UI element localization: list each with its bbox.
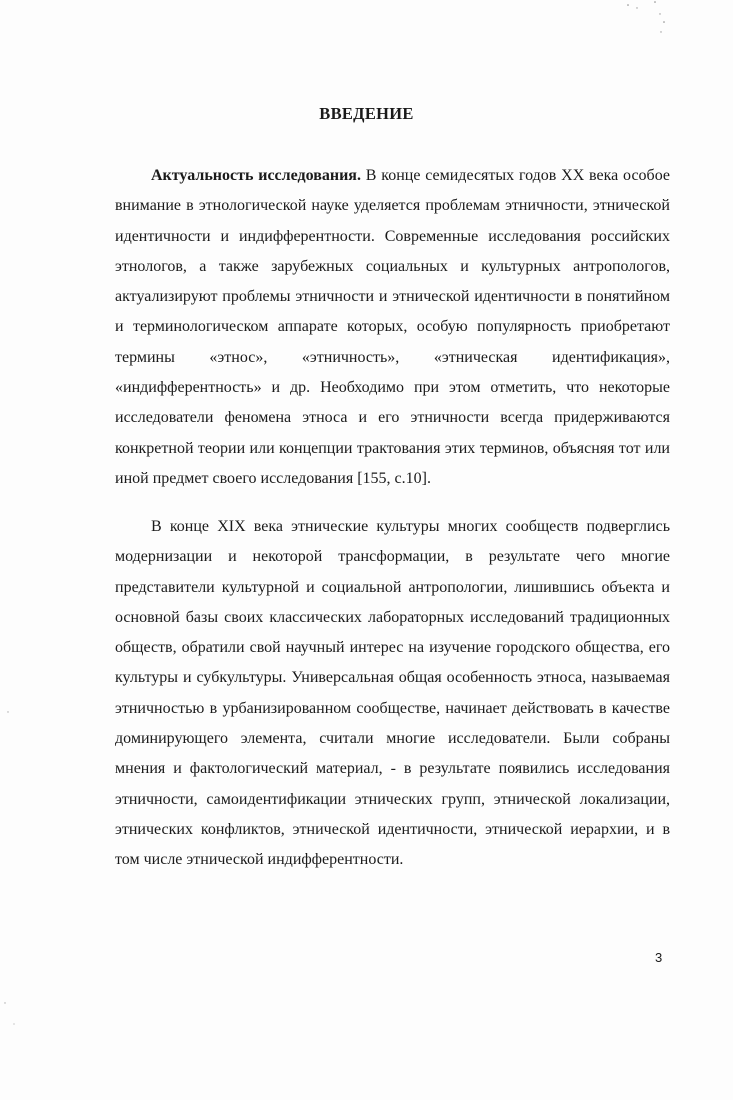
paragraph-body: В конце XIX века этнические культуры многих сообществ подверглись модернизации и некоторой трансформации, в результате чего многие представители культурной и социальной антропологии, лишившись объекта и основной базы своих классических лабораторных исследований традиционных обществ, обратили свой научный интерес на изучение городского общества, его культуры и субкультуры. Универсальная общая особенность этноса, называемая этничностью в урбанизированном сообществе, начинает действовать в качестве доминирующего элемента, считали многие исследователи. Были собраны мнения и фактологический материал, - в результате появились исследования этничности, самоидентификации этнических групп, этнической локализации, этнических конфликтов, этнической идентичности, этнической иерархии, и в том числе этнической индифферентности. [115,518,670,869]
paragraph-history [115,512,670,876]
section-heading: ВВЕДЕНИЕ [319,104,414,123]
page-number: 3 [655,950,663,965]
paragraph-lead: Актуальность исследования. [151,167,361,184]
paragraph-body: В конце семидесятых годов XX века особое внимание в этнологической науке уделяется проблемам этничности, этнической идентичности и индифферентности. Современные исследования российских этнологов, а также зарубежных социальных и культурных антропологов, актуализируют проблемы этничности и этнической идентичности в понятийном и терминологическом аппарате которых, особую популярность приобретают термины «этнос», «этничность», «этническая идентификация», «индифферентность» и др. Необходимо при этом отметить, что некоторые исследователи феномена этноса и его этничности всегда придерживаются конкретной теории или концепции трактования этих терминов, объясняя тот или иной предмет своего исследования [155, с.10]. [115,167,670,487]
paragraph-relevance [115,161,670,494]
